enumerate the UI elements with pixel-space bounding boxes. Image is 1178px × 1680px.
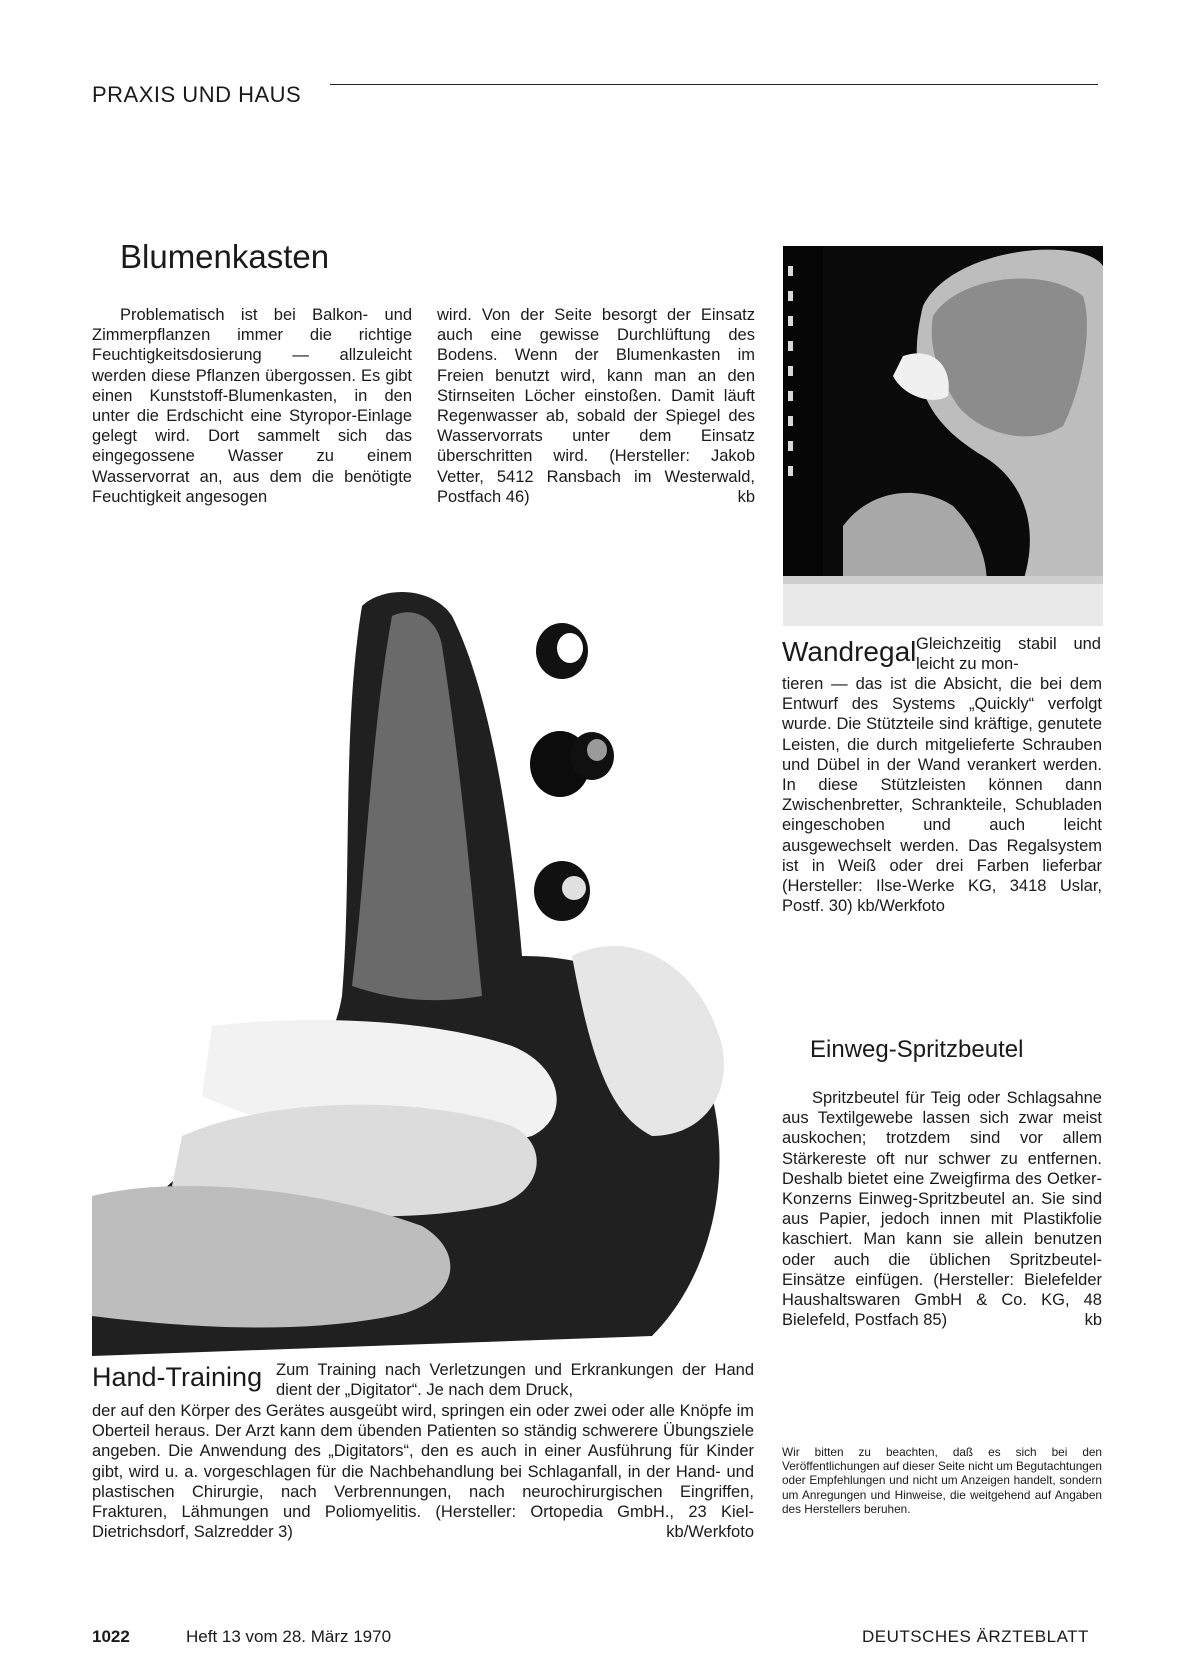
hand-training-text — [92, 1401, 754, 1542]
hand-training-text-lead: Zum Training nach Verletzungen und Erkrankungen der Hand dient der „Digitator“. Je nach dem Druck, — [276, 1361, 754, 1400]
hand-training-body: der auf den Körper des Gerätes ausgeübt wird, springen ein oder zwei oder alle Knöpfe im Oberteil heraus. Der Arzt kann dem übenden Patienten so ständig schwerere Übungsziele angeben. Die Anwendung des „Digitators“, den es auch in einer Ausführung für Kinder gibt, wird u. a. vorgeschlagen für die Nachbehandlung bei Schlaganfall, in der Hand- und plastischen Chirurgie, nach Verbrennungen, nach neurochirurgischen Eingriffen, Frakturen, Lähmungen und Poliomyelitis. (Hersteller: Ortopedia GmbH., 23 Kiel-Dietrichsdorf, Salzredder 3) — [92, 1402, 754, 1542]
einweg-spritzbeutel-body: Spritzbeutel für Teig oder Schlagsahne aus Textilgewebe lassen sich zwar meist auskochen; trotzdem sind vor allem Stärkereste oft nur schwer zu entfernen. Deshalb bietet eine Zweigfirma des Oetker-Konzerns Einweg-Spritzbeutel an. Sie sind aus Papier, jedoch innen mit Plastikfolie kaschiert. Man kann sie allein benutzen oder auch die üblichen Spritzbeutel-Einsätze einfügen. (Hersteller: Bielefelder Haushaltswaren GmbH & Co. KG, 48 Bielefeld, Postfach 85) — [782, 1089, 1102, 1330]
wandregal-photo-graphic — [783, 246, 1103, 626]
article-title-einweg-spritzbeutel: Einweg-Spritzbeutel — [810, 1036, 1024, 1063]
section-label: PRAXIS UND HAUS — [92, 82, 302, 107]
blumenkasten-text-col2-body: wird. Von der Seite besorgt der Einsatz auch eine gewisse Durchlüftung des Bodens. Wenn der Blumenkasten im Freien benutzt wird, kann man an den Stirnseiten Löcher einstoßen. Damit läuft Regenwasser ab, sobald der Spiegel des Wasservorrats unter dem Einsatz überschritten wird. (Hersteller: Jakob Vetter, 5412 Ransbach im Westerwald, Postfach 46) — [437, 306, 755, 506]
article-title-hand-training: Hand-Training — [92, 1362, 263, 1392]
einweg-signature: kb — [1084, 1311, 1102, 1330]
hand-training-signature: kb/Werkfoto — [666, 1523, 754, 1542]
wandregal-text-lead: Gleichzeitig stabil und leicht zu mon- — [916, 635, 1101, 674]
einweg-spritzbeutel-text — [782, 1088, 1102, 1330]
hand-training-photo-graphic — [92, 576, 752, 1356]
wandregal-photo — [783, 246, 1103, 626]
header-rule — [330, 84, 1098, 85]
issue-info: Heft 13 vom 28. März 1970 — [186, 1627, 392, 1646]
wandregal-text: tieren — das ist die Absicht, die bei dem Entwurf des Systems „Quickly“ verfolgt wurde. Die Stützteile sind kräftige, genutete Leisten, die durch mitgelieferte Schrauben und Dübel in der Wand verankert werden. In diese Stützleisten können dann Zwischenbretter, Schrankteile, Schubladen eingeschoben und auch leicht ausgewechselt werden. Das Regalsystem ist in Weiß oder drei Farben lieferbar (Hersteller: Ilse-Werke KG, 3418 Uslar, Postf. 30) kb/Werkfoto — [782, 675, 1102, 916]
blumenkasten-text-col2 — [437, 305, 755, 507]
hand-training-photo — [92, 576, 752, 1356]
article-title-blumenkasten: Blumenkasten — [120, 238, 330, 275]
blumenkasten-text-col1: Problematisch ist bei Balkon- und Zimmerpflanzen immer die richtige Feuchtigkeitsdosierung — allzuleicht werden diese Pflanzen übergossen. Es gibt einen Kunststoff-Blumenkasten, in den unter die Erdschicht eine Styropor-Einlage gelegt wird. Dort sammelt sich das eingegossene Wasser zu einem Wasservorrat an, aus dem die benötigte Feuchtigkeit angesogen — [92, 306, 412, 506]
editorial-notice: Wir bitten zu beachten, daß es sich bei den Veröffentlichungen auf dieser Seite nicht um Begutachtungen oder Empfehlungen und nicht um Anzeigen handelt, sondern um Anregungen und Hinweise, die weitgehend auf Angaben des Herstellers beruhen. — [782, 1445, 1102, 1516]
journal-name: DEUTSCHES ÄRZTEBLATT — [862, 1627, 1089, 1646]
blumenkasten-signature: kb — [737, 487, 755, 506]
article-title-wandregal: Wandregal — [782, 636, 917, 667]
page-number: 1022 — [92, 1627, 130, 1646]
